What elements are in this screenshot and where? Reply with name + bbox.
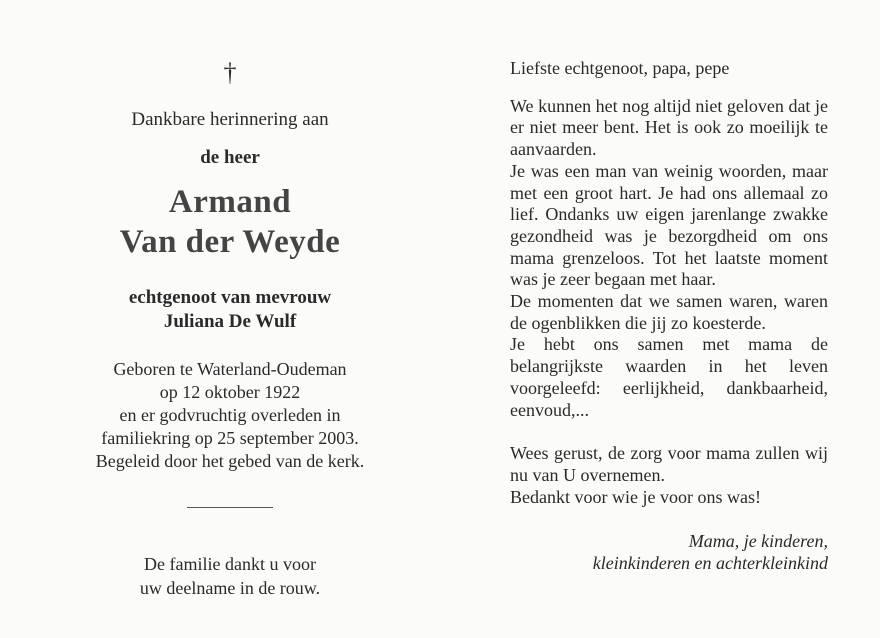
intro-text: Dankbare herinnering aan bbox=[131, 109, 329, 130]
bio-block bbox=[80, 358, 380, 473]
paragraph: De momenten dat we samen waren, waren de ogenblikken die jij zo koesterde. bbox=[510, 291, 828, 333]
paragraph: Je was een man van weinig woorden, maar met een groot hart. Je had ons allemaal zo lief. Ondanks uw eigen jarenlange zwakke gezondheid was je bezorgdheid om ons mama grenzeloos. Tot het laatste moment was je zeer begaan met haar. bbox=[510, 160, 828, 290]
closing-block bbox=[510, 443, 828, 508]
right-panel bbox=[510, 58, 828, 574]
closing-line: Bedankt voor wie je voor ons was! bbox=[510, 486, 761, 507]
deceased-name bbox=[80, 182, 380, 262]
signature bbox=[510, 530, 828, 574]
paragraph: We kunnen het nog altijd niet geloven dat je er niet meer bent. Het is ook zo moeilijk te aanvaarden. bbox=[510, 95, 828, 160]
thanks-block bbox=[80, 552, 380, 600]
signature-line: kleinkinderen en achterkleinkind bbox=[592, 553, 828, 574]
first-name: Armand bbox=[168, 184, 292, 220]
bio-line: familiekring op 25 september 2003. bbox=[101, 428, 359, 448]
bio-line: en er godvruchtig overleden in bbox=[119, 405, 341, 425]
bio-line: op 12 oktober 1922 bbox=[159, 382, 301, 402]
honorific: de heer bbox=[200, 147, 260, 168]
last-name: Van der Weyde bbox=[119, 224, 341, 260]
paragraph: Je hebt ons samen met mama de belangrijkste waarden in het leven voorgeleefd: eerlijkheid, dankbaarheid, eenvoud,... bbox=[510, 334, 828, 420]
thanks-line: uw deelname in de rouw. bbox=[139, 578, 321, 598]
bio-line: Geboren te Waterland-Oudeman bbox=[113, 359, 347, 379]
signature-line: Mama, je kinderen, bbox=[688, 531, 828, 552]
salutation: Liefste echtgenoot, papa, pepe bbox=[510, 58, 730, 78]
spouse-name: Juliana De Wulf bbox=[163, 311, 297, 332]
bio-line: Begeleid door het gebed van de kerk. bbox=[95, 451, 365, 471]
cross-icon: † bbox=[223, 58, 237, 87]
thanks-line: De familie dankt u voor bbox=[144, 554, 316, 574]
left-panel bbox=[80, 58, 380, 600]
divider bbox=[187, 507, 273, 508]
closing-line: Wees gerust, de zorg voor mama zullen wij nu van U overnemen. bbox=[510, 443, 828, 485]
spouse-label: echtgenoot van mevrouw bbox=[128, 287, 332, 308]
spouse-block bbox=[80, 286, 380, 334]
